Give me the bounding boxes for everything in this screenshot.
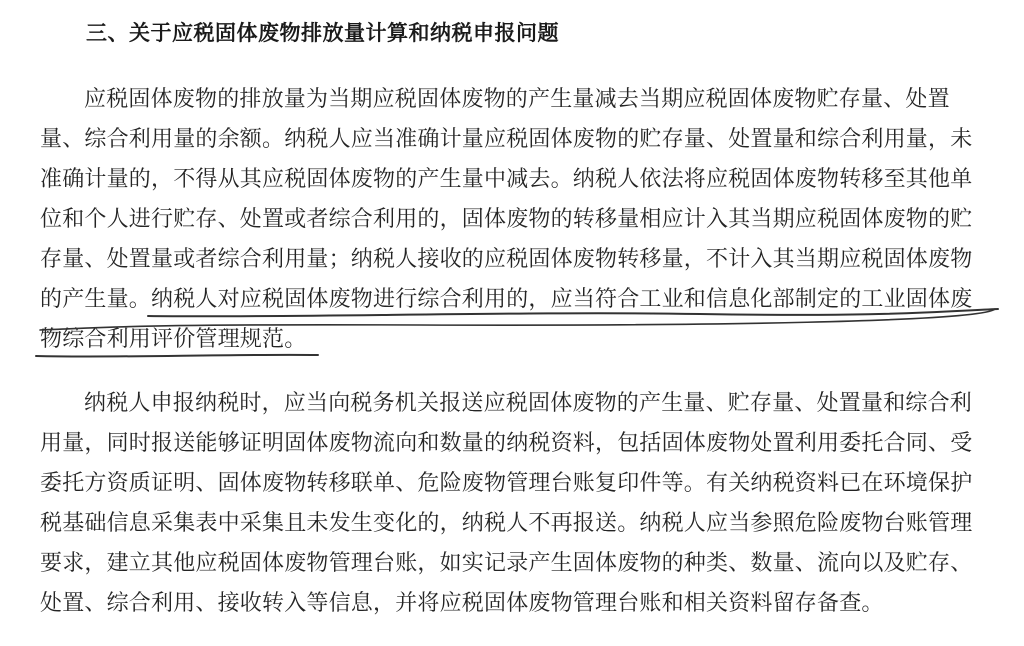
paragraph-tax-declaration [40, 384, 995, 624]
paragraph-line: 的产生量。纳税人对应税固体废物进行综合利用的，应当符合工业和信息化部制定的工业固体废 [40, 287, 973, 312]
paragraph-line: 应税固体废物的排放量为当期应税固体废物的产生量减去当期应税固体废物贮存量、处置 [84, 87, 950, 112]
paragraph-line: 位和个人进行贮存、处置或者综合利用的，固体废物的转移量相应计入其当期应税固体废物的贮 [40, 207, 973, 232]
paragraph-line: 纳税人申报纳税时，应当向税务机关报送应税固体废物的产生量、贮存量、处置量和综合利 [84, 391, 973, 416]
paragraph-line: 处置、综合利用、接收转入等信息，并将应税固体废物管理台账和相关资料留存备查。 [40, 591, 884, 616]
paragraph-line: 用量，同时报送能够证明固体废物流向和数量的纳税资料，包括固体废物处置利用委托合同、受 [40, 431, 973, 456]
paragraph-line: 税基础信息采集表中采集且未发生变化的，纳税人不再报送。纳税人应当参照危险废物台账管理 [40, 511, 973, 536]
paragraph-line: 量、综合利用量的余额。纳税人应当准确计量应税固体废物的贮存量、处置量和综合利用量，未 [40, 127, 973, 152]
paragraph-line: 准确计量的，不得从其应税固体废物的产生量中减去。纳税人依法将应税固体废物转移至其他单 [40, 167, 973, 192]
paragraph-line: 存量、处置量或者综合利用量；纳税人接收的应税固体废物转移量，不计入其当期应税固体废物 [40, 247, 973, 272]
paragraph-emission-calculation [40, 80, 995, 360]
section-heading: 三、关于应税固体废物排放量计算和纳税申报问题 [86, 21, 559, 45]
paragraph-line: 物综合利用评价管理规范。 [40, 327, 307, 352]
paragraph-line: 委托方资质证明、固体废物转移联单、危险废物管理台账复印件等。有关纳税资料已在环境保护 [40, 471, 973, 496]
paragraph-line: 要求，建立其他应税固体废物管理台账，如实记录产生固体废物的种类、数量、流向以及贮存、 [40, 551, 973, 576]
